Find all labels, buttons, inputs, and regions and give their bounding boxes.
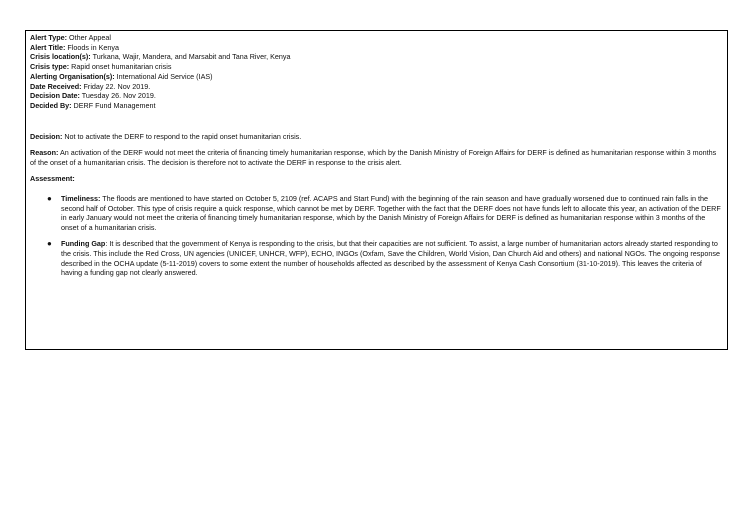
spacer [30,184,723,194]
bullet-icon: ● [47,239,52,249]
assessment-item-text: The floods are mentioned to have started on October 5, 2109 (ref. ACAPS and Start Fund) with the beginning of the rain season and have gradually worsened due to continued rain falls in the second half of October. This type of crisis require a quick response, which cannot be met by DERF. Together with the fact that the DERF does not have funds left to allocate this year, an activation of the DERF in early January would not meet the criteria of financing timely humanitarian response, which by the Danish Ministry of Foreign Affairs for DERF is defined as humanitarian response within 3 months of the onset of a humanitarian crisis. [61,194,721,232]
date-received-line [30,82,723,92]
crisis-location-line [30,52,723,62]
assessment-list [30,194,723,278]
assessment-item-label: Timeliness: [61,194,101,203]
spacer [30,141,723,148]
decided-by-value: DERF Fund Management [71,100,156,110]
decision-text: Not to activate the DERF to respond to the rapid onset humanitarian crisis. [62,131,302,141]
reason-label: Reason: [30,148,59,158]
assessment-heading-text: Assessment: [30,174,75,184]
spacer [30,167,723,174]
alerting-org-line [30,72,723,82]
alert-title-line [30,43,723,53]
assessment-item-label: Funding Gap [61,239,106,249]
spacer [30,111,723,132]
reason-text: An activation of the DERF would not meet the criteria of financing timely humanitarian response, which by the Danish Ministry of Foreign Affairs for DERF is defined as humanitarian response within 3 months of the onset of a humanitarian crisis. The decision is therefore not to activate the DERF in response to the crisis alert. [30,148,717,167]
date-received-label: Date Received: [30,81,82,91]
reason-paragraph [30,148,723,167]
assessment-item-funding-gap [30,239,723,277]
decision-label: Decision: [30,131,63,141]
alert-title-value: Floods in Kenya [65,42,119,52]
alerting-org-value: International Aid Service (IAS) [114,71,213,81]
alert-title-label: Alert Title: [30,42,66,52]
decision-paragraph [30,132,723,142]
alert-type-value: Other Appeal [67,33,111,42]
alert-type-label: Alert Type: [30,33,68,42]
date-received-value: Friday 22. Nov 2019. [81,81,151,91]
decided-by-line [30,101,723,111]
assessment-item-timeliness [30,194,723,232]
bullet-icon: ● [47,194,52,203]
alert-type-line [30,33,723,43]
crisis-type-label: Crisis type: [30,62,70,72]
decision-document-box [25,30,728,350]
crisis-location-value: Turkana, Wajir, Mandera, and Marsabit and Tana River, Kenya [90,52,291,62]
crisis-location-label: Crisis location(s): [30,52,91,62]
decision-date-value: Tuesday 26. Nov 2019. [79,91,156,101]
assessment-item-text: : It is described that the government of Kenya is responding to the crisis, but that their capacities are not sufficient. To assist, a large number of humanitarian actors already started responding to the crisis. This include the Red Cross, UN agencies (UNICEF, UNHCR, WFP), ECHO, INGOs (Oxfam, Save the Children, World Vision, Dan Church Aid and others) and national NGOs. The ongoing response described in the OCHA update (5-11-2019) covers to some extent the number of households affected as described by the assessment of Kenya Cash Consortium (31-10-2019). This leaves the criteria of having a funding gap not clearly answered. [61,239,720,278]
decision-date-line [30,91,723,101]
assessment-heading [30,174,723,184]
decided-by-label: Decided By: [30,100,72,110]
crisis-type-line [30,62,723,72]
crisis-type-value: Rapid onset humanitarian crisis [69,62,172,72]
alerting-org-label: Alerting Organisation(s): [30,71,115,81]
decision-date-label: Decision Date: [30,91,80,101]
